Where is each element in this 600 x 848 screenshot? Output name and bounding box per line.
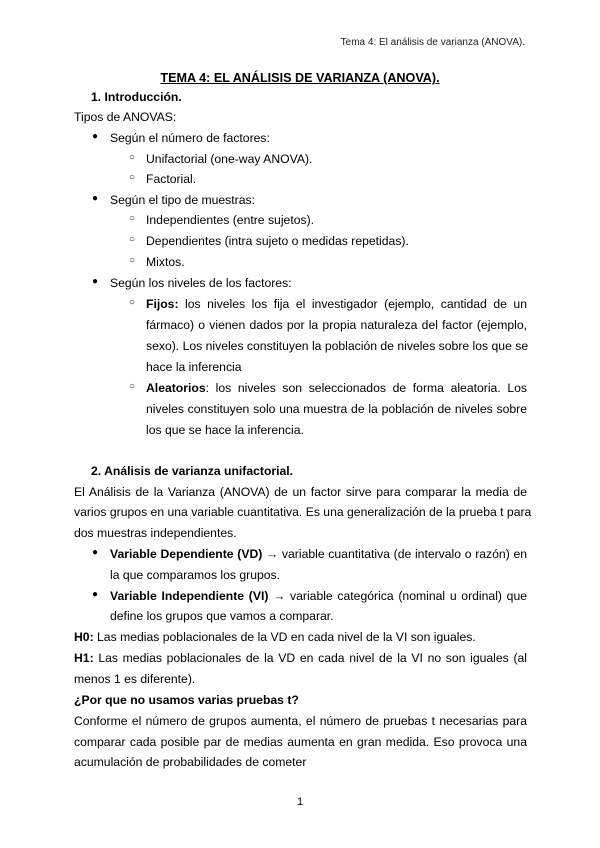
aleatorios-text-1: : los niveles son seleccionados de forma aleatoria. Los bbox=[205, 381, 527, 395]
fijos-text-1: los niveles los fija el investigador (ejemplo, cantidad de un bbox=[185, 297, 527, 311]
aleatorios-line-1 bbox=[146, 381, 527, 395]
bullet-icon: ● bbox=[92, 547, 99, 558]
vd-text-1: → variable cuantitativa (de intervalo o razón) en bbox=[262, 547, 527, 561]
fijos-line-4: hace la inferencia bbox=[146, 360, 242, 374]
h1-text-1: Las medias poblacionales de la VD en cada nivel de la VI no son iguales (al bbox=[93, 651, 527, 665]
bullet-icon: ● bbox=[92, 276, 99, 287]
sub-mixtos: Mixtos. bbox=[146, 255, 185, 269]
h1-line-2: menos 1 es diferente). bbox=[74, 672, 196, 686]
vi-line-1 bbox=[110, 589, 527, 603]
vd-line-1 bbox=[110, 547, 527, 561]
sub-dependientes: Dependientes (intra sujeto o medidas repetidas). bbox=[146, 234, 409, 248]
conclusion-line-1: Conforme el número de grupos aumenta, el número de pruebas t necesarias para bbox=[74, 714, 527, 728]
bullet-icon: ● bbox=[92, 193, 99, 204]
bullet-levels: Según los niveles de los factores: bbox=[110, 276, 292, 290]
types-intro: Tipos de ANOVAS: bbox=[74, 110, 177, 124]
h0-text: Las medias poblacionales de la VD en cada nivel de la VI son iguales. bbox=[93, 630, 476, 644]
page-title: TEMA 4: EL ANÁLISIS DE VARIANZA (ANOVA). bbox=[160, 71, 440, 85]
h1-label: H1: bbox=[74, 651, 94, 665]
aleatorios-line-2: niveles constituyen solo una muestra de la población de niveles sobre bbox=[146, 402, 527, 416]
vi-label: Variable Independiente (VI) bbox=[110, 589, 269, 603]
circle-bullet-icon: ○ bbox=[129, 172, 136, 183]
anova-para-line-1: El Análisis de la Varianza (ANOVA) de un factor sirve para comparar la media de bbox=[74, 485, 527, 499]
aleatorios-line-3: los que se hace la inferencia. bbox=[146, 423, 304, 437]
page-number: 1 bbox=[296, 796, 304, 808]
fijos-line-3: sexo). Los niveles constituyen la población de niveles sobre los que se bbox=[146, 339, 529, 353]
circle-bullet-icon: ○ bbox=[129, 381, 136, 392]
anova-para-line-3: dos muestras independientes. bbox=[74, 526, 237, 540]
h1-line-1 bbox=[74, 651, 527, 665]
h0-line bbox=[74, 630, 476, 644]
section-1-heading: 1. Introducción. bbox=[91, 90, 182, 104]
bullet-samples: Según el tipo de muestras: bbox=[110, 193, 255, 207]
vd-label: Variable Dependiente (VD) bbox=[110, 547, 263, 561]
circle-bullet-icon: ○ bbox=[129, 213, 136, 224]
circle-bullet-icon: ○ bbox=[129, 234, 136, 245]
h0-label: H0: bbox=[74, 630, 94, 644]
aleatorios-label: Aleatorios bbox=[146, 381, 206, 395]
bullet-icon: ● bbox=[92, 589, 99, 600]
conclusion-line-2: comparar cada posible par de medias aumenta en gran medida. Eso provoca una bbox=[74, 735, 527, 749]
running-header: Tema 4: El análisis de varianza (ANOVA). bbox=[340, 37, 525, 48]
question-heading: ¿Por que no usamos varias pruebas t? bbox=[74, 693, 299, 707]
bullet-icon: ● bbox=[92, 131, 99, 142]
fijos-line-2: fármaco) o vienen dados por la propia naturaleza del factor (ejemplo, bbox=[146, 318, 527, 332]
sub-unifactorial: Unifactorial (one-way ANOVA). bbox=[146, 152, 313, 166]
section-2-heading: 2. Análisis de varianza unifactorial. bbox=[91, 464, 294, 478]
anova-para-line-2: varios grupos en una variable cuantitativa. Es una generalización de la prueba t para bbox=[74, 505, 532, 519]
bullet-factors: Según el número de factores: bbox=[110, 131, 270, 145]
vi-line-2: define los grupos que vamos a comparar. bbox=[110, 609, 334, 623]
conclusion-line-3: acumulación de probabilidades de cometer bbox=[74, 755, 307, 769]
vd-line-2: la que comparamos los grupos. bbox=[110, 568, 281, 582]
sub-factorial: Factorial. bbox=[146, 172, 197, 186]
fijos-line-1 bbox=[146, 297, 527, 311]
circle-bullet-icon: ○ bbox=[129, 297, 136, 308]
fijos-label: Fijos: bbox=[146, 297, 179, 311]
vi-text-1: → variable categórica (nominal u ordinal) que bbox=[268, 589, 528, 603]
circle-bullet-icon: ○ bbox=[129, 152, 136, 163]
circle-bullet-icon: ○ bbox=[129, 255, 136, 266]
sub-independientes: Independientes (entre sujetos). bbox=[146, 213, 315, 227]
